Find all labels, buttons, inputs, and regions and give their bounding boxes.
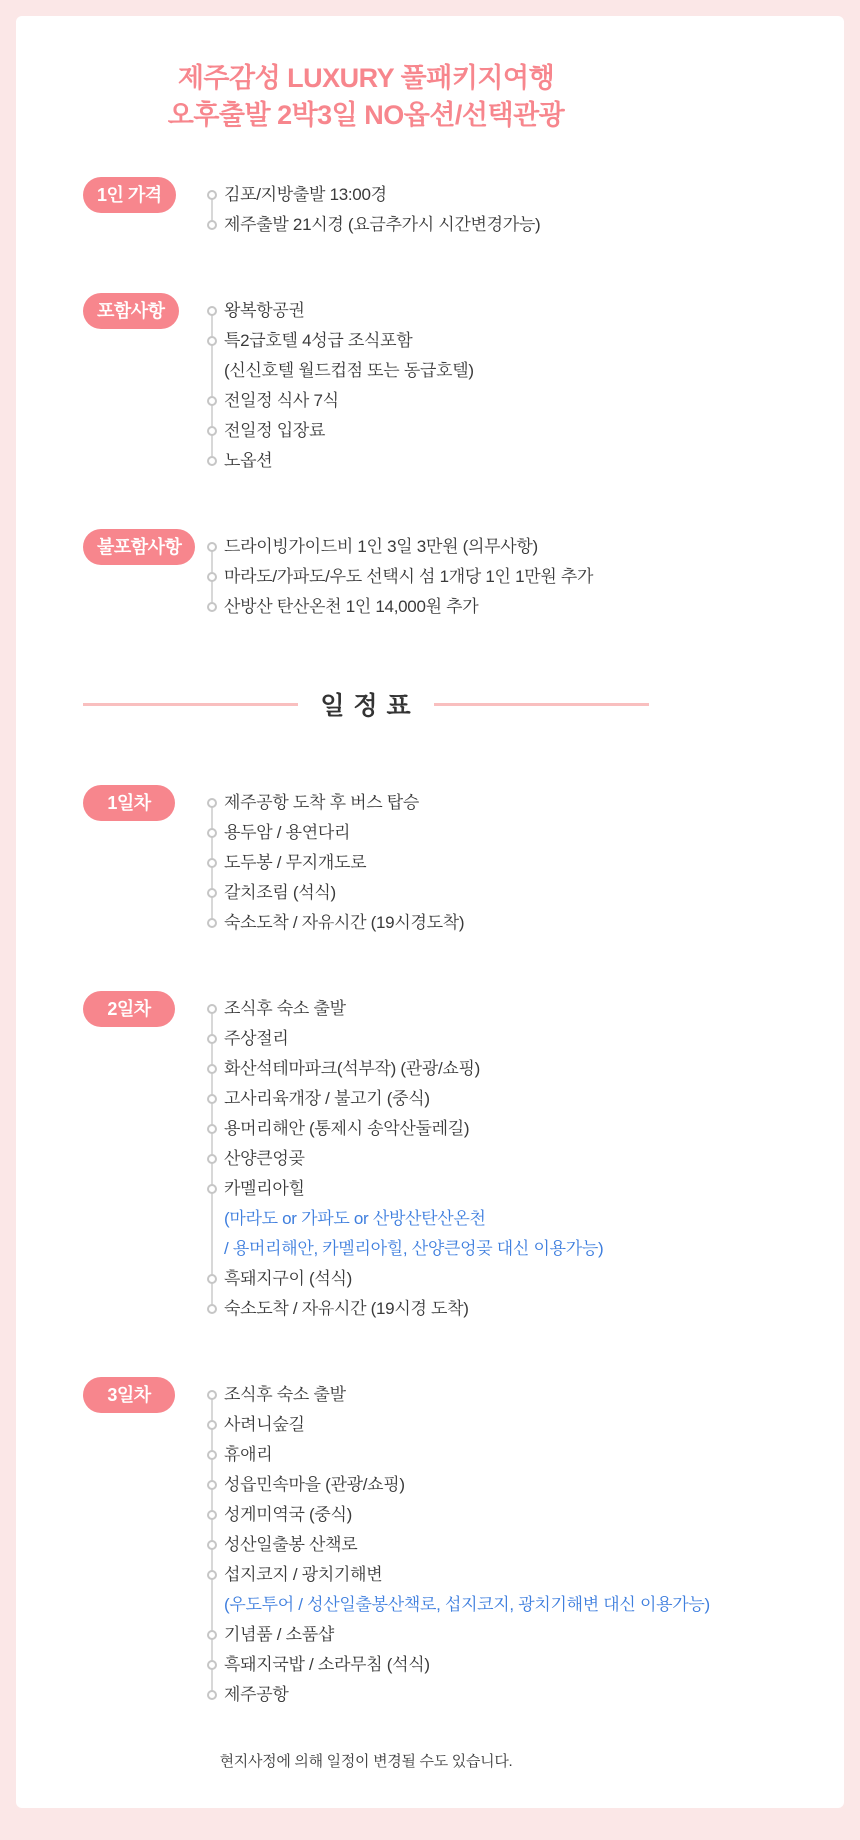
timeline-item-text: 드라이빙가이드비 1인 3일 3만원 (의무사항) — [224, 537, 538, 556]
timeline-item-text: 전일정 식사 7식 — [224, 391, 339, 410]
day-section-1 — [83, 788, 649, 938]
timeline-item — [207, 356, 649, 386]
timeline-item-text: 제주공항 도착 후 버스 탑승 — [224, 793, 420, 812]
timeline-item-text: 사려니숲길 — [224, 1415, 305, 1434]
info-section-1 — [83, 180, 649, 240]
timeline-item-text: 노옵션 — [224, 451, 273, 470]
timeline-dot-icon — [207, 918, 217, 928]
timeline-dot-icon — [207, 1480, 217, 1490]
timeline-item — [207, 1144, 649, 1174]
footer-note: 현지사정에 의해 일정이 변경될 수도 있습니다. — [219, 1753, 513, 1770]
timeline-item-text: 화산석테마파크(석부작) (관광/쇼핑) — [224, 1059, 480, 1078]
timeline-item-text: 고사리육개장 / 불고기 (중식) — [224, 1089, 430, 1108]
timeline-dot-icon — [207, 1510, 217, 1520]
info-timeline — [207, 180, 649, 240]
timeline-item — [207, 878, 649, 908]
timeline-item-text: 섭지코지 / 광치기해변 — [224, 1565, 383, 1584]
timeline-item — [207, 908, 649, 938]
divider-line-right — [434, 703, 649, 706]
timeline-item-text: 용두암 / 용연다리 — [224, 823, 351, 842]
timeline-item-text: 특2급호텔 4성급 조식포함 — [224, 331, 413, 350]
itinerary-card — [16, 16, 844, 1808]
timeline-dot-icon — [207, 1124, 217, 1134]
timeline-item — [207, 1680, 710, 1710]
timeline-item — [207, 1410, 710, 1440]
timeline-dot-icon — [207, 220, 217, 230]
timeline-item-text: 조식후 숙소 출발 — [224, 999, 346, 1018]
info-timeline — [207, 296, 649, 476]
timeline-item — [207, 994, 649, 1024]
timeline-dot-icon — [207, 396, 217, 406]
day-section-3 — [83, 1380, 710, 1710]
timeline-item-text: 용머리해안 (통제시 송악산둘레길) — [224, 1119, 470, 1138]
timeline-item — [207, 1054, 649, 1084]
timeline-item — [207, 562, 649, 592]
timeline-dot-icon — [207, 1540, 217, 1550]
timeline-dot-icon — [207, 1570, 217, 1580]
timeline-dot-icon — [207, 1660, 217, 1670]
timeline-dot-icon — [207, 190, 217, 200]
timeline-item-text: 주상절리 — [224, 1029, 289, 1048]
timeline-item — [207, 1560, 710, 1590]
day-section-2 — [83, 994, 649, 1324]
timeline-dot-icon — [207, 572, 217, 582]
timeline-item-text: 마라도/가파도/우도 선택시 섬 1개당 1인 1만원 추가 — [224, 567, 594, 586]
timeline-item — [207, 1024, 649, 1054]
timeline-item-text: 숙소도착 / 자유시간 (19시경 도착) — [224, 1299, 469, 1318]
timeline-item-text: 숙소도착 / 자유시간 (19시경도착) — [224, 913, 465, 932]
timeline-item — [207, 1380, 710, 1410]
timeline-item — [207, 1530, 710, 1560]
day-badge: 1일차 — [83, 785, 175, 821]
timeline-item-text: 갈치조림 (석식) — [224, 883, 336, 902]
timeline-item — [207, 416, 649, 446]
info-timeline — [207, 532, 649, 622]
timeline-item-text: 흑돼지구이 (석식) — [224, 1269, 352, 1288]
timeline-dot-icon — [207, 1184, 217, 1194]
timeline-item — [207, 326, 649, 356]
timeline-dot-icon — [207, 1420, 217, 1430]
timeline-item-text: 기념품 / 소품샵 — [224, 1625, 335, 1644]
info-section-2 — [83, 296, 649, 476]
day-timeline — [207, 1380, 710, 1710]
timeline-dot-icon — [207, 888, 217, 898]
timeline-dot-icon — [207, 336, 217, 346]
timeline-dot-icon — [207, 542, 217, 552]
timeline-dot-icon — [207, 1064, 217, 1074]
timeline-item — [207, 1500, 710, 1530]
timeline-item — [207, 1470, 710, 1500]
timeline-item — [207, 532, 649, 562]
timeline-item — [207, 180, 649, 210]
timeline-item — [207, 1084, 649, 1114]
timeline-dot-icon — [207, 1630, 217, 1640]
timeline-item — [207, 1590, 710, 1620]
day-timeline — [207, 994, 649, 1324]
info-badge: 불포함사항 — [83, 529, 195, 565]
itinerary-divider — [83, 686, 649, 722]
timeline-item-text: 흑돼지국밥 / 소라무침 (석식) — [224, 1655, 430, 1674]
timeline-item — [207, 1204, 649, 1234]
info-badge-column — [83, 296, 207, 329]
day-timeline — [207, 788, 649, 938]
timeline-item — [207, 296, 649, 326]
timeline-dot-icon — [207, 426, 217, 436]
divider-label: 일 정 표 — [320, 692, 412, 720]
timeline-item — [207, 788, 649, 818]
day-badge-column — [83, 788, 207, 821]
page-title — [83, 60, 649, 134]
day-sections — [83, 788, 710, 1710]
timeline-item — [207, 592, 649, 622]
timeline-item-text: 김포/지방출발 13:00경 — [224, 185, 387, 204]
timeline-item — [207, 1264, 649, 1294]
timeline-item — [207, 1440, 710, 1470]
timeline-item-text: 성읍민속마을 (관광/쇼핑) — [224, 1475, 405, 1494]
title-line1: 제주감성 LUXURY 풀패키지여행 — [177, 63, 555, 93]
timeline-dot-icon — [207, 1690, 217, 1700]
timeline-item-text: 성산일출봉 산책로 — [224, 1535, 358, 1554]
timeline-item — [207, 446, 649, 476]
timeline-item-text: 카멜리아힐 — [224, 1179, 305, 1198]
timeline-item — [207, 1294, 649, 1324]
day-badge: 2일차 — [83, 991, 175, 1027]
content-column — [83, 60, 710, 1771]
timeline-item — [207, 210, 649, 240]
timeline-item-text: 제주공항 — [224, 1685, 289, 1704]
timeline-item-text: / 용머리해안, 카멜리아힐, 산양큰엉곶 대신 이용가능) — [224, 1239, 604, 1258]
timeline-item — [207, 1174, 649, 1204]
timeline-dot-icon — [207, 602, 217, 612]
info-badge: 1인 가격 — [83, 177, 176, 213]
info-badge: 포함사항 — [83, 293, 179, 329]
timeline-item — [207, 848, 649, 878]
timeline-item-text: 산방산 탄산온천 1인 14,000원 추가 — [224, 597, 479, 616]
timeline-item-text: 제주출발 21시경 (요금추가시 시간변경가능) — [224, 215, 541, 234]
timeline-item — [207, 818, 649, 848]
timeline-dot-icon — [207, 858, 217, 868]
timeline-item — [207, 1114, 649, 1144]
timeline-item-text: 산양큰엉곶 — [224, 1149, 305, 1168]
day-badge-column — [83, 1380, 207, 1413]
timeline-dot-icon — [207, 1304, 217, 1314]
timeline-dot-icon — [207, 306, 217, 316]
timeline-item-text: 휴애리 — [224, 1445, 273, 1464]
info-sections — [83, 180, 649, 622]
timeline-dot-icon — [207, 798, 217, 808]
day-badge-column — [83, 994, 207, 1027]
timeline-item-text: (마라도 or 가파도 or 산방산탄산온천 — [224, 1209, 486, 1228]
timeline-item-text: 성게미역국 (중식) — [224, 1505, 352, 1524]
title-line2: 오후출발 2박3일 NO옵션/선택관광 — [167, 100, 565, 130]
day-badge: 3일차 — [83, 1377, 175, 1413]
timeline-item — [207, 1234, 649, 1264]
info-badge-column — [83, 180, 207, 213]
divider-line-left — [83, 703, 298, 706]
timeline-item-text: 도두봉 / 무지개도로 — [224, 853, 367, 872]
timeline-dot-icon — [207, 1450, 217, 1460]
timeline-item-text: (우도투어 / 성산일출봉산책로, 섭지코지, 광치기해변 대신 이용가능) — [224, 1595, 710, 1614]
timeline-item-text: (신신호텔 월드컵점 또는 동급호텔) — [224, 361, 474, 380]
timeline-dot-icon — [207, 828, 217, 838]
timeline-dot-icon — [207, 456, 217, 466]
timeline-dot-icon — [207, 1004, 217, 1014]
timeline-dot-icon — [207, 1094, 217, 1104]
timeline-item — [207, 1650, 710, 1680]
timeline-item-text: 왕복항공권 — [224, 301, 305, 320]
timeline-item-text: 전일정 입장료 — [224, 421, 326, 440]
timeline-item — [207, 1620, 710, 1650]
timeline-item-text: 조식후 숙소 출발 — [224, 1385, 346, 1404]
timeline-dot-icon — [207, 1154, 217, 1164]
info-badge-column — [83, 532, 207, 565]
timeline-dot-icon — [207, 1390, 217, 1400]
timeline-dot-icon — [207, 1034, 217, 1044]
timeline-item — [207, 386, 649, 416]
info-section-3 — [83, 532, 649, 622]
timeline-dot-icon — [207, 1274, 217, 1284]
